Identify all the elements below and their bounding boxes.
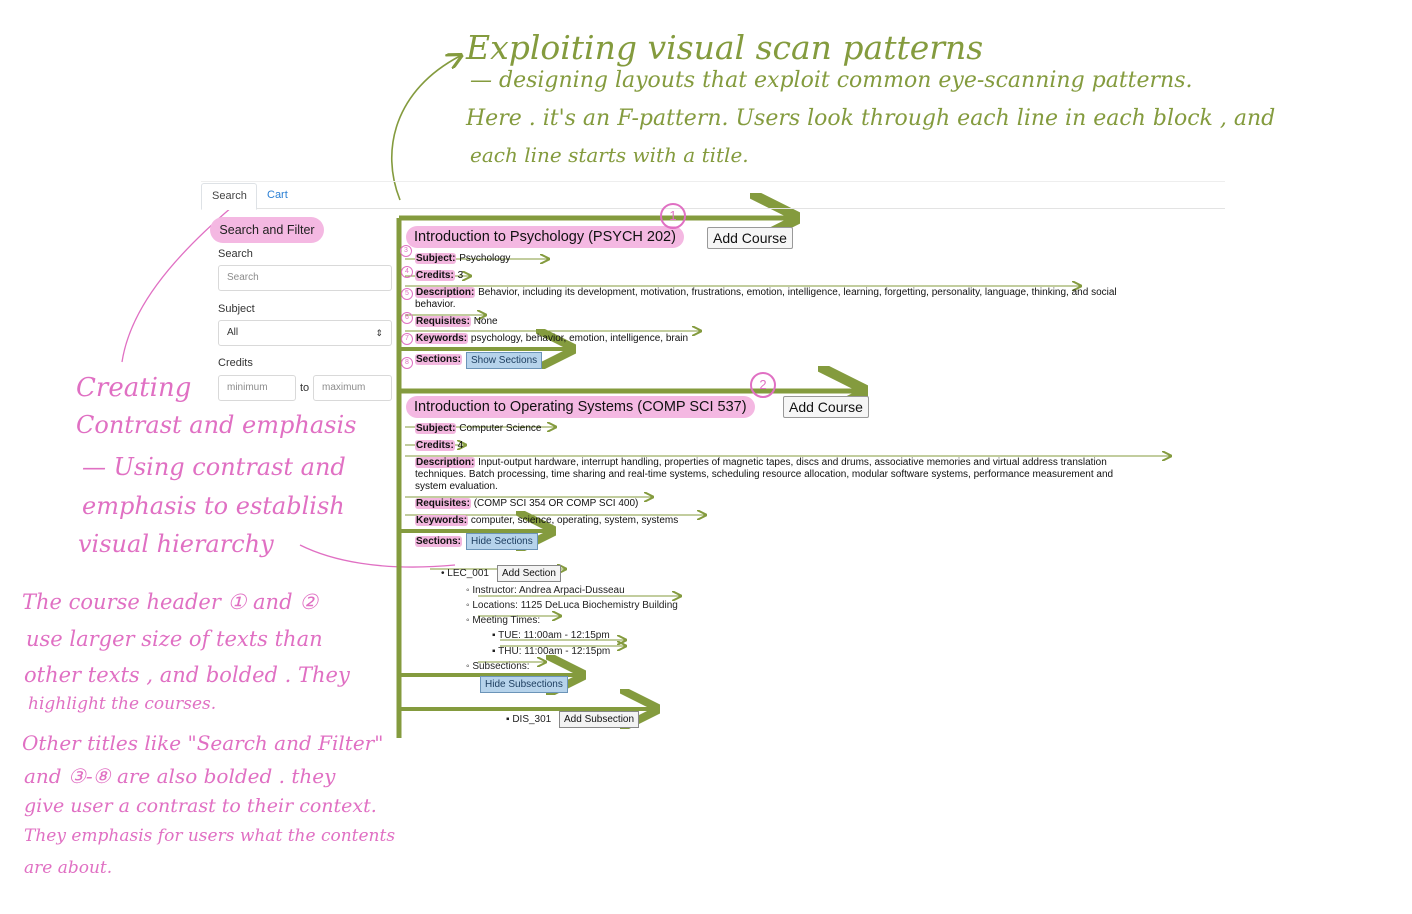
- tab-cart[interactable]: Cart: [267, 189, 288, 201]
- tab-search[interactable]: Search: [201, 183, 257, 210]
- annotation-note2-line1: Other titles like "Search and Filter": [22, 731, 384, 755]
- course2-subject-label: Subject:: [416, 423, 456, 434]
- subject-label: Subject: [218, 303, 255, 315]
- section-location: ◦ Locations: 1125 DeLuca Biochemistry Building: [466, 600, 678, 611]
- course-title-compsci537: Introduction to Operating Systems (COMP SCI 537): [406, 396, 755, 418]
- course1-subject-label: Subject:: [416, 253, 456, 264]
- course2-credits: [415, 440, 463, 452]
- course2-credits-label: Credits:: [416, 440, 454, 451]
- annotation-note1-line2: use larger size of texts than: [26, 627, 323, 651]
- add-course-button-psych202[interactable]: Add Course: [707, 227, 793, 249]
- annotation-note1-line3: other texts , and bolded . They: [24, 663, 350, 687]
- section-meeting: ◦ Meeting Times:: [466, 615, 541, 626]
- marker-7: 7: [401, 333, 413, 345]
- annotation-scan-line1: — designing layouts that exploit common eye-scanning patterns.: [470, 68, 1193, 93]
- course2-requisites-label: Requisites:: [416, 498, 470, 509]
- marker-1: 1: [660, 203, 686, 229]
- annotation-note2-line5: are about.: [24, 858, 113, 878]
- add-section-button[interactable]: Add Section: [497, 565, 561, 582]
- course2-description: [415, 457, 1107, 469]
- course1-description-line1: Behavior, including its development, motivation, frustrations, emotion, intelligence, learning, forgetting, personality, language, thinking, and social: [478, 287, 1117, 298]
- annotation-note2-line3: give user a contrast to their context.: [24, 795, 377, 817]
- course2-requisites-value: (COMP SCI 354 OR COMP SCI 400): [473, 498, 639, 509]
- course1-sections-label: Sections:: [416, 354, 462, 365]
- add-course-button-compsci537[interactable]: Add Course: [783, 396, 869, 418]
- course1-credits-value: 3: [457, 270, 464, 281]
- course2-description-label: Description:: [416, 457, 475, 468]
- course1-sections: [415, 354, 462, 366]
- annotation-note2-line2: and ③-⑧ are also bolded . they: [24, 764, 336, 788]
- course2-subject-value: Computer Science: [459, 423, 542, 434]
- course1-subject-value: Psychology: [459, 253, 511, 264]
- credits-label: Credits: [218, 357, 253, 369]
- hide-subsections-button[interactable]: Hide Subsections: [480, 676, 568, 693]
- meeting-time-thu-text: THU: 11:00am - 12:15pm: [498, 646, 611, 657]
- marker-6: 6: [401, 312, 413, 324]
- course1-keywords: [415, 333, 688, 345]
- section-name: LEC_001: [447, 568, 489, 579]
- course1-keywords-value: psychology, behavior, emotion, intelligence, brain: [470, 333, 689, 344]
- green-arrow-header: [392, 56, 460, 200]
- course1-description-line2: behavior.: [415, 299, 456, 310]
- marker-4: 4: [401, 266, 413, 278]
- select-arrows-icon: ⇕: [375, 328, 383, 338]
- course2-description-line1: Input-output hardware, interrupt handling, properties of magnetic tapes, discs and drums, associative memories and virtual address translation: [478, 457, 1107, 468]
- section-subsections-label: Subsections:: [472, 661, 530, 672]
- subject-select-value: All: [227, 327, 239, 338]
- annotation-note1-line4: highlight the courses.: [28, 694, 217, 714]
- annotation-scan-line3: each line starts with a title.: [470, 143, 749, 167]
- section-instructor-text: Instructor: Andrea Arpaci-Dusseau: [472, 585, 625, 596]
- course2-description-line2: techniques. Batch processing, time sharing and real-time systems, scheduling resource allocation, modular software systems, performance measurement and: [415, 469, 1114, 480]
- credits-max-input[interactable]: maximum: [313, 375, 392, 401]
- course1-requisites-value: None: [473, 316, 498, 327]
- marker-3: 3: [400, 245, 412, 257]
- section-instructor: ◦ Instructor: Andrea Arpaci-Dusseau: [466, 585, 625, 596]
- annotation-contrast-title1: Creating: [76, 373, 192, 403]
- course1-credits-label: Credits:: [416, 270, 454, 281]
- course2-credits-value: 4: [457, 440, 464, 451]
- course2-keywords-label: Keywords:: [416, 515, 468, 526]
- course2-sections: [415, 536, 462, 548]
- hide-sections-button[interactable]: Hide Sections: [466, 533, 538, 550]
- meeting-time-tue-text: TUE: 11:00am - 12:15pm: [498, 630, 610, 641]
- course1-description-label: Description:: [416, 287, 475, 298]
- course-title-psych202: Introduction to Psychology (PSYCH 202): [406, 226, 684, 248]
- meeting-time-thu: ▪ THU: 11:00am - 12:15pm: [492, 646, 611, 657]
- course1-subject: [415, 253, 510, 265]
- course2-requisites: [415, 498, 638, 510]
- course2-keywords: [415, 515, 678, 527]
- credits-min-input[interactable]: minimum: [218, 375, 296, 401]
- show-sections-button[interactable]: Show Sections: [466, 352, 542, 369]
- section-subsections: ◦ Subsections:: [466, 661, 530, 672]
- subject-select[interactable]: [218, 320, 392, 346]
- course2-description-line3: system evaluation.: [415, 481, 498, 492]
- tabs-divider: [201, 208, 1225, 209]
- course2-keywords-value: computer, science, operating, system, systems: [470, 515, 679, 526]
- annotation-scan-title: Exploiting visual scan patterns: [466, 28, 984, 67]
- annotation-scan-line2: Here . it's an F-pattern. Users look through each line in each block , and: [466, 106, 1276, 131]
- annotation-contrast-title2: Contrast and emphasis: [76, 411, 357, 439]
- annotation-note2-line4: They emphasis for users what the contents: [24, 826, 396, 846]
- tabs-top-divider: [201, 181, 1225, 182]
- course1-description: [415, 287, 1117, 299]
- section-lec001: • LEC_001: [441, 568, 489, 579]
- section-meeting-label: Meeting Times:: [472, 615, 541, 626]
- course1-credits: [415, 270, 463, 282]
- course2-sections-label: Sections:: [416, 536, 462, 547]
- section-location-text: Locations: 1125 DeLuca Biochemistry Building: [472, 600, 678, 611]
- course1-requisites-label: Requisites:: [416, 316, 470, 327]
- annotation-contrast-body1: — Using contrast and: [82, 453, 346, 481]
- pink-connector-hierarchy: [300, 545, 455, 567]
- course1-requisites: [415, 316, 498, 328]
- course1-keywords-label: Keywords:: [416, 333, 468, 344]
- annotation-contrast-body2: emphasis to establish: [82, 492, 345, 520]
- marker-8: 8: [401, 357, 413, 369]
- add-subsection-button[interactable]: Add Subsection: [559, 711, 639, 728]
- course2-subject: [415, 423, 542, 435]
- sidebar-title: Search and Filter: [210, 217, 324, 243]
- marker-5: 5: [401, 288, 413, 300]
- annotation-contrast-body3: visual hierarchy: [78, 530, 274, 558]
- search-input[interactable]: Search: [218, 265, 392, 291]
- meeting-time-tue: ▪ TUE: 11:00am - 12:15pm: [492, 630, 610, 641]
- credits-to-text: to: [300, 382, 310, 394]
- annotation-note1-line1: The course header ① and ②: [22, 590, 319, 614]
- marker-2: 2: [750, 372, 776, 398]
- search-label: Search: [218, 248, 253, 260]
- subsection-dis301: ▪ DIS_301: [506, 714, 552, 725]
- subsection-name: DIS_301: [512, 714, 552, 725]
